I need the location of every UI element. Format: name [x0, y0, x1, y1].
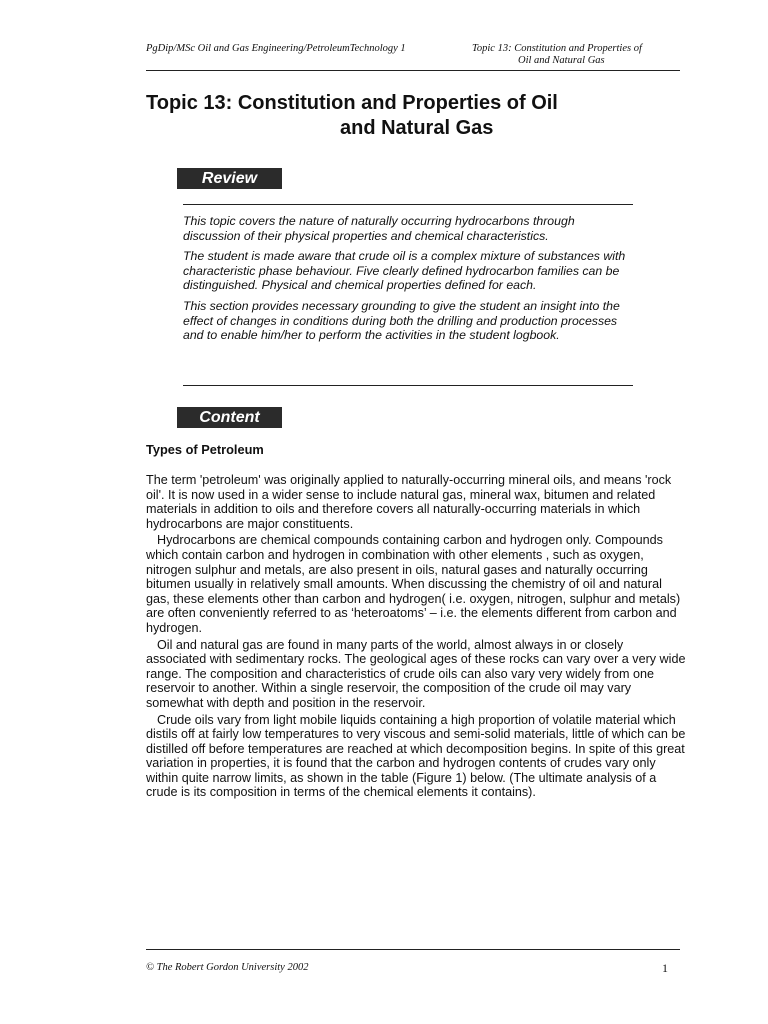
- header-course-title: PgDip/MSc Oil and Gas Engineering/PetroleumTechnology 1: [146, 43, 406, 54]
- footer-rule: [146, 949, 680, 950]
- header-topic-line-1: Topic 13: Constitution and Properties of: [472, 43, 642, 54]
- review-bottom-rule: [183, 385, 633, 386]
- header-topic-line-2: Oil and Natural Gas: [518, 55, 605, 66]
- running-header: [146, 40, 680, 71]
- body-paragraph: Crude oils vary from light mobile liquids containing a high proportion of volatile material which distils off at fairly low temperatures to very viscous and semi-solid materials, little of which can be distilled off before temperatures are reached at which decomposition begins. In spite of this great variation in properties, it is found that the carbon and hydrogen contents of crudes vary only within quite narrow limits, as shown in the table (Figure 1) below. (The ultimate analysis of a crude is its composition in terms of the chemical elements it contains).: [146, 712, 686, 800]
- body-paragraph: Hydrocarbons are chemical compounds containing carbon and hydrogen only. Compounds which contain carbon and hydrogen in combination with other elements , such as oxygen, nitrogen sulphur and metals, are also present in oils, natural gases and naturally occurring bitumen usually in relatively small amounts. When discussing the chemistry of oil and natural gas, these elements other than carbon and hydrogen( i.e. oxygen, nitrogen, sulphur and metals) are often conveniently referred to as ‘heteroatoms’ – i.e. the elements different from carbon and hydrogen.: [146, 533, 681, 635]
- page-title-line-1: Topic 13: Constitution and Properties of Oil: [146, 92, 558, 114]
- review-paragraph: The student is made aware that crude oil is a complex mixture of substances with characteristic phase behaviour. Five clearly defined hydrocarbon families can be distinguished. Physical and chemical properties defined for each.: [183, 249, 626, 293]
- section-heading: Types of Petroleum: [146, 442, 264, 457]
- page-number: 1: [662, 961, 668, 975]
- review-paragraph: This section provides necessary grounding to give the student an insight into the effect of changes in conditions during both the drilling and production processes and to enable him/her to perform the activities in the student logbook.: [183, 298, 620, 343]
- body-paragraph: The term 'petroleum' was originally applied to naturally-occurring mineral oils, and means 'rock oil'. It is now used in a wider sense to include natural gas, mineral wax, bitumen and related materials in addition to oils and therefore covers all naturally-occurring materials in which hydrocarbons are major constituents.: [146, 473, 672, 531]
- review-paragraph: This topic covers the nature of naturally occurring hydrocarbons through discussion of their physical properties and chemical characteristics.: [183, 214, 575, 243]
- review-label: Review: [177, 168, 282, 189]
- content-label: Content: [177, 407, 282, 428]
- review-summary: [183, 214, 633, 349]
- body-paragraph: Oil and natural gas are found in many parts of the world, almost always in or closely associated with sedimentary rocks. The geological ages of these rocks can vary over a very wide range. The composition and characteristics of crude oils can also vary very widely from one reservoir to another. Within a single reservoir, the composition of the crude oil may vary somewhat with depth and position in the reservoir.: [146, 637, 686, 710]
- header-topic-title: [472, 43, 682, 67]
- page-title: [146, 91, 686, 141]
- page-title-line-2: and Natural Gas: [340, 117, 494, 139]
- review-top-rule: [183, 204, 633, 205]
- body-text: [146, 473, 686, 802]
- footer-copyright: © The Robert Gordon University 2002: [146, 962, 309, 973]
